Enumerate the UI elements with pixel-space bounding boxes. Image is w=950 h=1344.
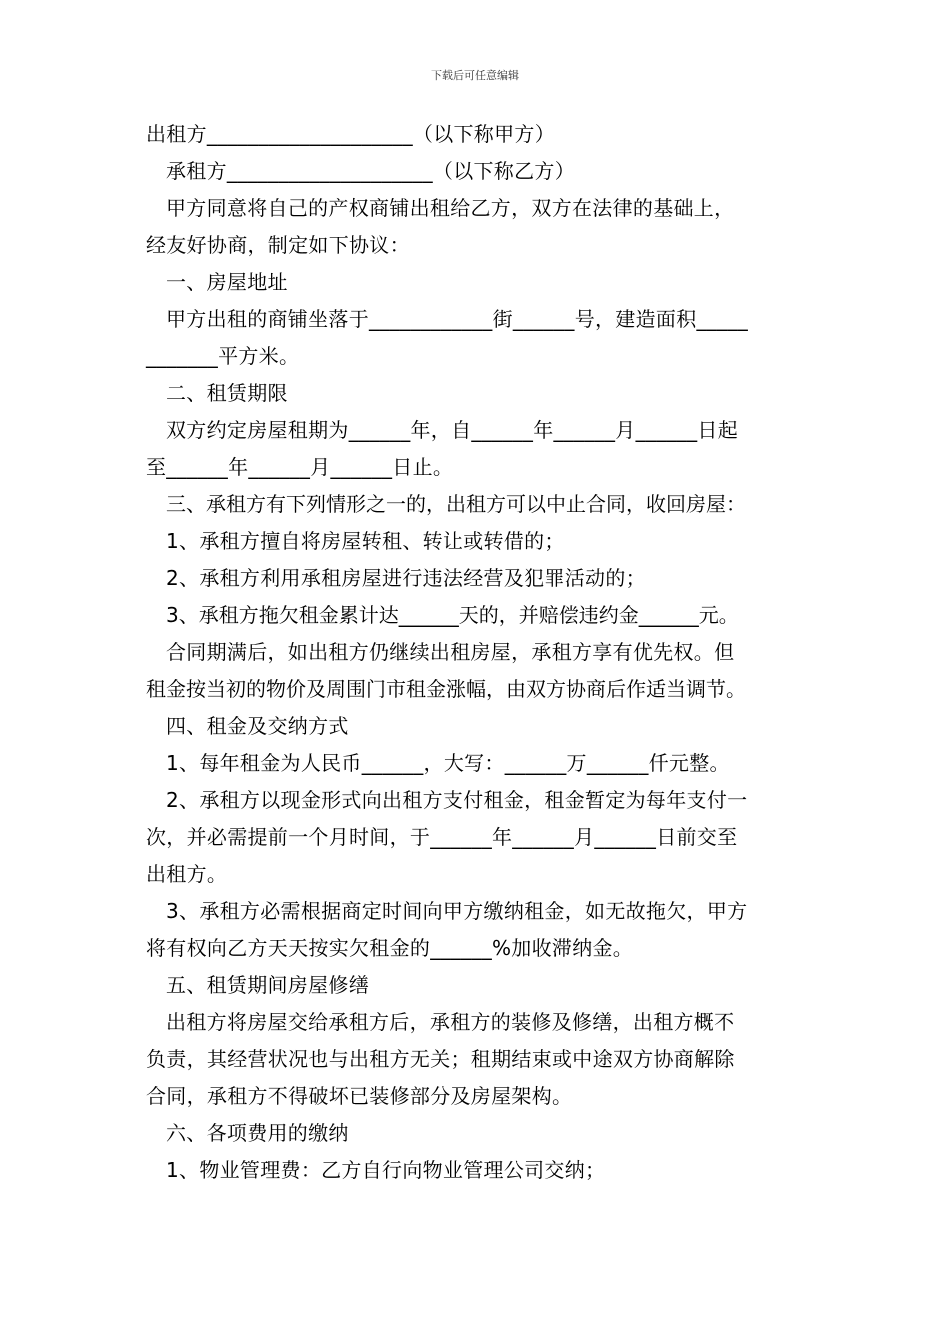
- term-line-cont: 至______年______月______日止。: [146, 455, 454, 479]
- clause-4-3-cont: 将有权向乙方天天按实欠租金的______%加收滞纳金。: [146, 936, 634, 960]
- agreement-intro-line: 甲方同意将自己的产权商铺出租给乙方，双方在法律的基础上，: [166, 196, 735, 220]
- section-1-heading: 一、房屋地址: [166, 270, 288, 294]
- clause-6-1: 1、物业管理费：乙方自行向物业管理公司交纳；: [166, 1158, 606, 1182]
- clause-3-2: 2、承租方利用承租房屋进行违法经营及犯罪活动的；: [166, 566, 646, 590]
- clause-4-2: 2、承租方以现金形式向出租方支付租金，租金暂定为每年支付一: [166, 788, 748, 812]
- clause-4-1: 1、每年租金为人民币______，大写：______万______仟元整。: [166, 751, 730, 775]
- lessor-line: 出租方____________________（以下称甲方）: [146, 122, 555, 146]
- agreement-intro-cont: 经友好协商，制定如下协议：: [146, 233, 410, 257]
- repair-line: 出租方将房屋交给承租方后，承租方的装修及修缮，出租方概不: [166, 1010, 735, 1034]
- address-line: 甲方出租的商铺坐落于____________街______号，建造面积_____: [166, 307, 748, 331]
- clause-3-1: 1、承租方擅自将房屋转租、转让或转借的；: [166, 529, 565, 553]
- section-2-heading: 二、租赁期限: [166, 381, 288, 405]
- term-line: 双方约定房屋租期为______年，自______年______月______日起: [166, 418, 738, 442]
- clause-4-2-cont: 次，并必需提前一个月时间，于______年______月______日前交至: [146, 825, 738, 849]
- section-3-heading: 三、承租方有下列情形之一的，出租方可以中止合同，收回房屋：: [166, 492, 746, 516]
- address-line-cont: _______平方米。: [146, 344, 300, 368]
- clause-3-3: 3、承租方拖欠租金累计达______天的，并赔偿违约金______元。: [166, 603, 739, 627]
- page-header-note: 下载后可任意编辑: [431, 69, 519, 82]
- repair-line-end: 合同，承租方不得破坏已装修部分及房屋架构。: [146, 1084, 573, 1108]
- section-5-heading: 五、租赁期间房屋修缮: [166, 973, 369, 997]
- renewal-line: 合同期满后，如出租方仍继续出租房屋，承租方享有优先权。但: [166, 640, 735, 664]
- renewal-line-cont: 租金按当初的物价及周围门市租金涨幅，由双方协商后作适当调节。: [146, 677, 746, 701]
- section-6-heading: 六、各项费用的缴纳: [166, 1121, 349, 1145]
- contract-body: [146, 116, 816, 1189]
- repair-line-cont: 负责，其经营状况也与出租方无关；租期结束或中途双方协商解除: [146, 1047, 735, 1071]
- clause-4-3: 3、承租方必需根据商定时间向甲方缴纳租金，如无故拖欠，甲方: [166, 899, 748, 923]
- clause-4-2-end: 出租方。: [146, 862, 228, 886]
- section-4-heading: 四、租金及交纳方式: [166, 714, 349, 738]
- lessee-line: 承租方____________________（以下称乙方）: [166, 159, 575, 183]
